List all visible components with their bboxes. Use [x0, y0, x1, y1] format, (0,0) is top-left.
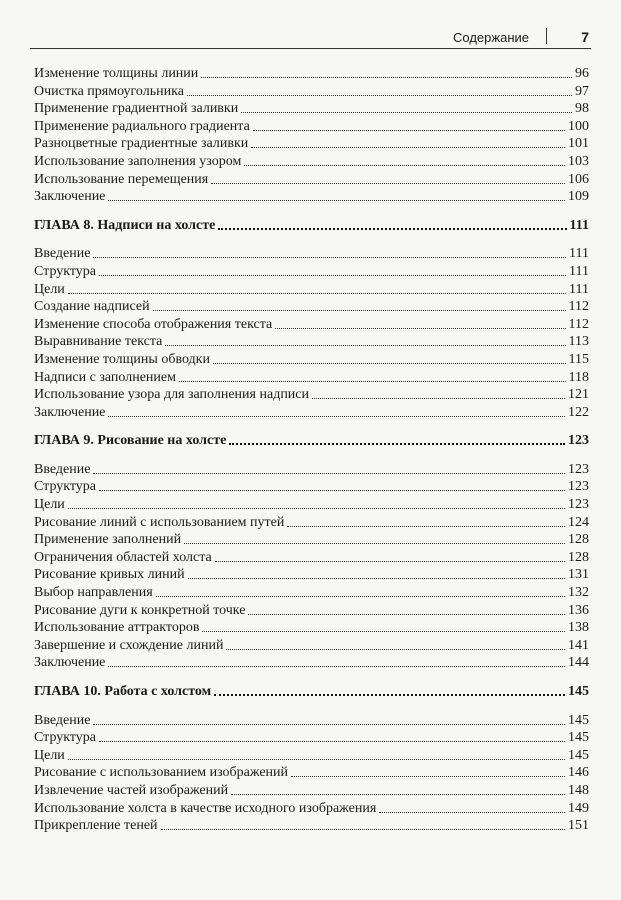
toc-dot-leader — [201, 63, 572, 78]
page-header — [30, 24, 591, 49]
toc-entry-page: 121 — [568, 387, 589, 403]
toc-entry-title: Разноцветные градиентные заливки — [34, 136, 249, 152]
toc-entry-title: Рисование дуги к конкретной точке — [34, 602, 246, 618]
toc-entry — [34, 581, 589, 599]
toc-entry-title: Ограничения областей холста — [34, 549, 212, 565]
toc-entry — [34, 563, 589, 581]
toc-entry-page: 128 — [568, 549, 589, 565]
toc-entry — [34, 313, 589, 331]
toc-entry-page: 122 — [568, 404, 589, 420]
toc-entry — [34, 62, 589, 80]
toc-entry-title: Изменение толщины линии — [34, 66, 199, 81]
toc-dot-leader — [312, 384, 565, 399]
toc-dot-leader — [108, 186, 565, 201]
toc-dot-leader — [275, 314, 565, 329]
toc-entry-page: 112 — [568, 299, 589, 315]
toc-entry — [34, 761, 589, 779]
toc-dot-leader — [161, 815, 565, 830]
toc-entry-page: 109 — [568, 189, 589, 205]
toc-dot-leader — [188, 564, 565, 579]
toc-dot-leader — [184, 529, 565, 544]
toc-dot-leader — [291, 762, 565, 777]
toc-entry — [34, 528, 589, 546]
toc-entry — [34, 709, 589, 727]
toc-entry-page: 144 — [568, 655, 589, 671]
toc-entry-title: Очистка прямоугольника — [34, 83, 184, 99]
table-of-contents — [34, 62, 589, 832]
toc-entry — [34, 185, 589, 203]
toc-entry — [34, 115, 589, 133]
toc-entry — [34, 546, 589, 564]
toc-dot-leader — [156, 582, 565, 597]
toc-entry — [34, 330, 589, 348]
toc-entry-title: Надписи с заполнением — [34, 369, 176, 385]
toc-entry-page: 138 — [568, 620, 589, 636]
toc-entry-title: Применение градиентной заливки — [34, 101, 239, 117]
toc-dot-leader — [179, 367, 566, 382]
toc-entry-page: 145 — [568, 712, 589, 728]
toc-entry-page: 149 — [568, 800, 589, 816]
toc-entry — [34, 366, 589, 384]
toc-entry-title: Заключение — [34, 655, 106, 671]
toc-dot-leader — [379, 798, 565, 813]
toc-entry — [34, 599, 589, 617]
toc-entry-page: 136 — [568, 602, 589, 618]
toc-entry-page: 132 — [568, 585, 589, 601]
toc-entry-page: 131 — [568, 567, 589, 583]
toc-entry-page: 118 — [568, 369, 589, 385]
toc-entry-title: ГЛАВА 10. Работа с холстом — [34, 684, 212, 699]
toc-entry — [34, 493, 589, 511]
toc-dot-leader — [251, 133, 565, 148]
toc-entry-title: Рисование с использованием изображений — [34, 765, 289, 781]
toc-entry-title: Структура — [34, 479, 97, 495]
toc-dot-leader — [244, 151, 565, 166]
toc-entry-title: Извлечение частей изображений — [34, 782, 229, 798]
toc-entry-title: Заключение — [34, 404, 106, 420]
toc-entry — [34, 634, 589, 652]
toc-entry — [34, 401, 589, 419]
toc-dot-leader — [218, 214, 566, 230]
toc-entry-page: 145 — [568, 747, 589, 763]
toc-dot-leader — [68, 279, 566, 294]
toc-entry-title: Цели — [34, 497, 65, 513]
toc-dot-leader — [231, 780, 565, 795]
toc-entry-page: 123 — [568, 461, 589, 477]
toc-entry-title: ГЛАВА 9. Рисование на холсте — [34, 433, 227, 449]
toc-entry-page: 100 — [568, 118, 589, 134]
header-separator — [546, 28, 547, 44]
toc-entry-page: 146 — [568, 765, 589, 781]
toc-entry — [34, 797, 589, 815]
toc-entry-page: 113 — [568, 334, 589, 350]
header-page-number: 7 — [581, 29, 589, 45]
toc-entry-page: 96 — [575, 66, 589, 81]
toc-entry-page: 111 — [569, 217, 589, 233]
toc-entry — [34, 150, 589, 168]
toc-entry — [34, 97, 589, 115]
toc-dot-leader — [93, 243, 566, 258]
toc-entry-title: Использование холста в качестве исходного изображения — [34, 800, 377, 816]
toc-entry-title: Введение — [34, 461, 91, 477]
toc-entry-title: Введение — [34, 712, 91, 728]
toc-entry-title: Структура — [34, 263, 97, 279]
toc-dot-leader — [153, 296, 566, 311]
toc-dot-leader — [215, 547, 565, 562]
toc-entry-page: 145 — [568, 684, 589, 699]
toc-dot-leader — [99, 727, 565, 742]
toc-entry-title: Структура — [34, 730, 97, 746]
toc-dot-leader — [211, 169, 565, 184]
toc-entry-page: 111 — [569, 246, 589, 262]
toc-entry-title: Выравнивание текста — [34, 334, 163, 350]
toc-dot-leader — [99, 476, 565, 491]
toc-dot-leader — [248, 600, 565, 615]
toc-entry-page: 151 — [568, 818, 589, 834]
toc-chapter — [34, 213, 589, 231]
toc-dot-leader — [253, 116, 565, 131]
toc-entry — [34, 458, 589, 476]
toc-entry-page: 145 — [568, 730, 589, 746]
header-title: Содержание — [453, 30, 529, 45]
toc-entry-title: Применение заполнений — [34, 532, 182, 548]
toc-entry-title: Цели — [34, 747, 65, 763]
toc-entry-page: 124 — [568, 514, 589, 530]
toc-entry — [34, 80, 589, 98]
toc-chapter — [34, 679, 589, 697]
toc-dot-leader — [187, 81, 572, 96]
toc-entry-page: 123 — [568, 433, 589, 449]
toc-entry-page: 111 — [569, 281, 589, 297]
toc-entry-page: 111 — [569, 263, 589, 279]
toc-entry — [34, 132, 589, 150]
toc-entry — [34, 260, 589, 278]
toc-entry — [34, 348, 589, 366]
toc-entry-page: 101 — [568, 136, 589, 152]
toc-entry — [34, 475, 589, 493]
toc-entry-title: Выбор направления — [34, 585, 153, 601]
toc-dot-leader — [99, 261, 566, 276]
toc-dot-leader — [213, 349, 566, 364]
toc-entry-page: 106 — [568, 171, 589, 187]
toc-entry-page: 123 — [568, 479, 589, 495]
toc-entry-page: 98 — [575, 101, 589, 117]
toc-entry-page: 128 — [568, 532, 589, 548]
toc-entry-title: Использование аттракторов — [34, 620, 200, 636]
toc-entry — [34, 814, 589, 832]
toc-dot-leader — [241, 98, 572, 113]
toc-entry — [34, 383, 589, 401]
toc-entry — [34, 511, 589, 529]
toc-entry — [34, 295, 589, 313]
toc-dot-leader — [108, 402, 565, 417]
toc-entry-title: ГЛАВА 8. Надписи на холсте — [34, 217, 216, 233]
toc-entry-title: Заключение — [34, 189, 106, 205]
toc-entry — [34, 616, 589, 634]
toc-entry — [34, 726, 589, 744]
toc-dot-leader — [165, 331, 565, 346]
toc-entry-title: Применение радиального градиента — [34, 118, 250, 134]
toc-entry-page: 112 — [568, 316, 589, 332]
toc-entry-title: Цели — [34, 281, 65, 297]
toc-entry-title: Изменение способа отображения текста — [34, 316, 273, 332]
toc-entry — [34, 278, 589, 296]
toc-entry — [34, 744, 589, 762]
toc-entry-title: Использование перемещения — [34, 171, 209, 187]
toc-entry-title: Рисование линий с использованием путей — [34, 514, 285, 530]
toc-entry-title: Использование заполнения узором — [34, 153, 242, 169]
toc-entry-page: 115 — [568, 351, 589, 367]
toc-entry-page: 97 — [575, 83, 589, 99]
toc-entry-page: 103 — [568, 153, 589, 169]
toc-entry-page: 141 — [568, 637, 589, 653]
toc-chapter — [34, 428, 589, 449]
toc-dot-leader — [287, 512, 565, 527]
toc-entry — [34, 651, 589, 669]
toc-dot-leader — [68, 494, 565, 509]
toc-entry-title: Рисование кривых линий — [34, 567, 185, 583]
toc-dot-leader — [226, 635, 565, 650]
toc-dot-leader — [202, 617, 565, 632]
toc-dot-leader — [229, 429, 565, 445]
toc-entry — [34, 168, 589, 186]
toc-dot-leader — [214, 680, 565, 696]
toc-dot-leader — [68, 745, 565, 760]
toc-entry — [34, 242, 589, 260]
toc-entry-title: Завершение и схождение линий — [34, 637, 224, 653]
toc-entry-page: 123 — [568, 497, 589, 513]
toc-entry-title: Использование узора для заполнения надписи — [34, 387, 310, 403]
toc-entry-title: Изменение толщины обводки — [34, 351, 210, 367]
toc-entry-title: Прикрепление теней — [34, 818, 158, 834]
toc-dot-leader — [93, 459, 565, 474]
toc-entry — [34, 779, 589, 797]
toc-entry-page: 148 — [568, 782, 589, 798]
toc-dot-leader — [93, 710, 565, 725]
toc-entry-title: Введение — [34, 246, 91, 262]
toc-dot-leader — [108, 652, 565, 667]
toc-entry-title: Создание надписей — [34, 299, 150, 315]
